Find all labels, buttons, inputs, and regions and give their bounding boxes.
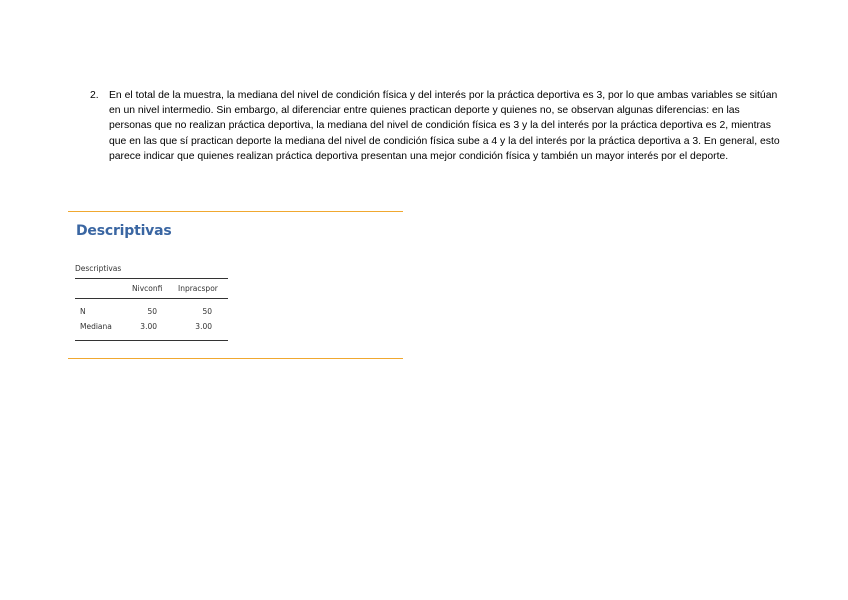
table-row: [75, 299, 228, 318]
row-label-mediana: Mediana: [80, 322, 112, 331]
conclusion-list-item: [90, 88, 780, 164]
table-row: [75, 318, 228, 340]
header-cell-inpracspor: Inpracspor: [178, 284, 218, 293]
conclusion-paragraph: En el total de la muestra, la mediana del nivel de condición física y del interés por la práctica deportiva es 3, por lo que ambas variables se sitúan en un nivel intermedio. Sin embargo, al diferenciar entre quienes practican deporte y quienes no, se observan algunas diferencias: en las personas que no realizan práctica deportiva, la mediana del nivel de condición física es 3 y la del interés por la práctica deportiva es 2, mientras que en las que sí practican deporte la mediana del nivel de condición física sube a 4 y la del interés por la práctica deportiva a 3. En general, esto parece indicar que quienes realizan práctica deportiva presentan una mejor condición física y también un mayor interés por el deporte.: [109, 90, 780, 162]
table-caption: Descriptivas: [75, 264, 122, 273]
cell-n-inpracspor: 50: [202, 307, 212, 316]
header-cell-nivconfi: Nivconfi: [132, 284, 163, 293]
row-label-n: N: [80, 307, 86, 316]
cell-mediana-nivconfi: 3.00: [140, 322, 157, 331]
output-bottom-rule: [68, 358, 403, 359]
cell-n-nivconfi: 50: [147, 307, 157, 316]
output-section-title: Descriptivas: [76, 223, 172, 239]
table-header-row: [75, 279, 228, 299]
cell-mediana-inpracspor: 3.00: [195, 322, 212, 331]
descriptives-table: [75, 278, 228, 341]
output-top-rule: [68, 211, 403, 212]
list-number: 2.: [90, 90, 99, 101]
